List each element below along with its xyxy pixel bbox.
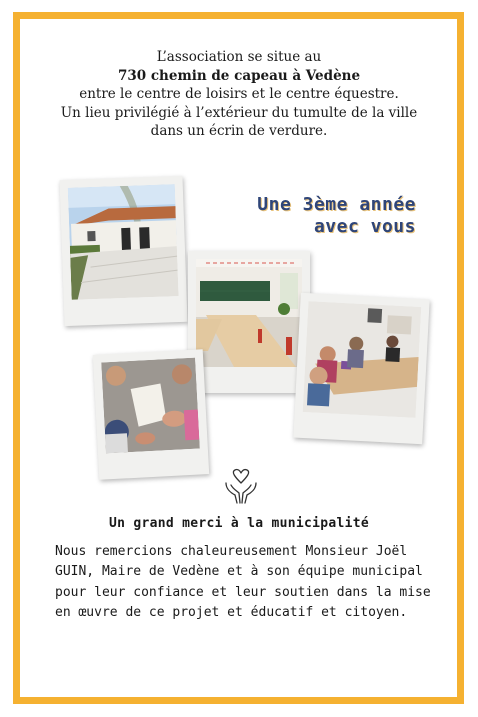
thanks-body-line: en œuvre de ce projet et éducatif et citoyen. — [55, 604, 408, 620]
intro-line: Un lieu privilégié à l’extérieur du tumulte de la ville — [60, 104, 418, 121]
thanks-body — [55, 542, 435, 623]
thanks-body-line: Nous remercions chaleureusement Monsieur Joël — [55, 544, 408, 559]
hands-drawing-photo — [101, 358, 200, 454]
polaroid-photo-activity — [293, 293, 429, 445]
intro-line: entre le centre de loisirs et le centre équestre. — [79, 86, 399, 102]
thanks-title: Un grand merci à la municipalité — [108, 516, 370, 531]
intro-text — [20, 48, 458, 141]
intro-line: dans un écrin de verdure. — [150, 123, 328, 139]
polaroid-photo-classroom — [188, 251, 310, 393]
children-activity-photo — [303, 301, 422, 418]
heart-hands-icon — [223, 467, 259, 505]
thanks-body-line: pour leur confiance et leur soutien dans la mise — [55, 584, 431, 600]
intro-line: L’association se situe au — [156, 49, 322, 65]
thanks-body-line: GUIN, Maire de Vedène et à son équipe municipal — [55, 564, 423, 580]
headline-line-1: Une 3ème année — [257, 194, 416, 215]
headline — [257, 194, 416, 238]
headline-line-2: avec vous — [313, 216, 416, 237]
polaroid-photo-house — [59, 176, 187, 326]
polaroid-photo-drawing — [93, 349, 209, 480]
classroom-photo — [196, 259, 302, 367]
address-line: 730 chemin de capeau à Vedène — [117, 67, 361, 84]
house-exterior-photo — [68, 184, 179, 300]
